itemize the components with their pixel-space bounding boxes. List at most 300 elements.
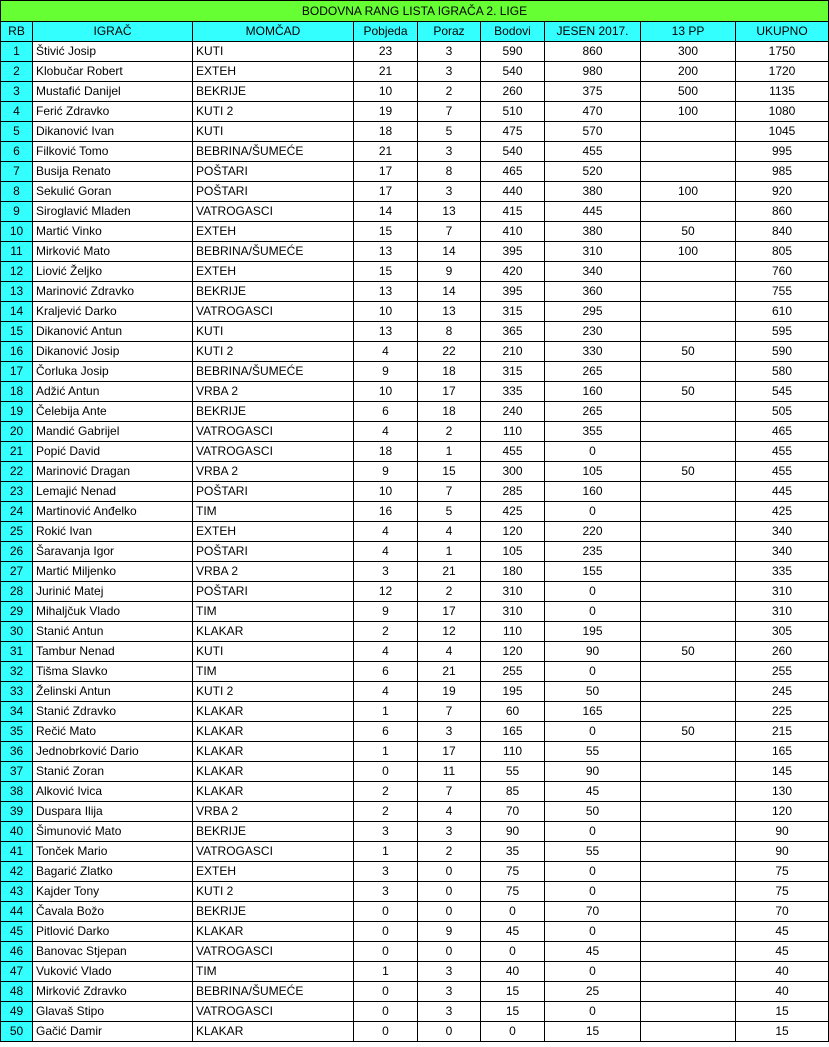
points-cell: 260 bbox=[481, 82, 545, 102]
rb-cell: 38 bbox=[1, 782, 33, 802]
rb-cell: 21 bbox=[1, 442, 33, 462]
team-cell: TIM bbox=[193, 602, 354, 622]
points-cell: 540 bbox=[481, 62, 545, 82]
points-cell: 0 bbox=[481, 942, 545, 962]
wins-cell: 12 bbox=[354, 582, 418, 602]
total-cell: 245 bbox=[736, 682, 829, 702]
rb-cell: 23 bbox=[1, 482, 33, 502]
team-cell: BEKRIJE bbox=[193, 902, 354, 922]
autumn-2017-cell: 380 bbox=[545, 182, 641, 202]
autumn-2017-cell: 375 bbox=[545, 82, 641, 102]
table-row bbox=[1, 202, 829, 222]
team-cell: KUTI 2 bbox=[193, 342, 354, 362]
points-cell: 120 bbox=[481, 522, 545, 542]
autumn-2017-cell: 455 bbox=[545, 142, 641, 162]
wins-cell: 2 bbox=[354, 802, 418, 822]
table-row bbox=[1, 442, 829, 462]
rb-cell: 9 bbox=[1, 202, 33, 222]
table-row bbox=[1, 382, 829, 402]
autumn-2017-cell: 520 bbox=[545, 162, 641, 182]
losses-cell: 9 bbox=[418, 262, 481, 282]
autumn-2017-cell: 445 bbox=[545, 202, 641, 222]
wins-cell: 1 bbox=[354, 702, 418, 722]
team-cell: BEKRIJE bbox=[193, 402, 354, 422]
team-cell: KUTI 2 bbox=[193, 102, 354, 122]
losses-cell: 8 bbox=[418, 322, 481, 342]
wins-cell: 9 bbox=[354, 602, 418, 622]
team-cell: EXTEH bbox=[193, 222, 354, 242]
autumn-2017-cell: 0 bbox=[545, 1002, 641, 1022]
table-row bbox=[1, 502, 829, 522]
table-row bbox=[1, 142, 829, 162]
player-name-cell: Filković Tomo bbox=[33, 142, 193, 162]
losses-cell: 3 bbox=[418, 42, 481, 62]
points-cell: 590 bbox=[481, 42, 545, 62]
losses-cell: 3 bbox=[418, 142, 481, 162]
wins-cell: 13 bbox=[354, 242, 418, 262]
total-cell: 305 bbox=[736, 622, 829, 642]
header-rb: RB bbox=[1, 22, 33, 42]
points-cell: 0 bbox=[481, 1022, 545, 1042]
wins-cell: 10 bbox=[354, 482, 418, 502]
table-row bbox=[1, 1002, 829, 1022]
autumn-2017-cell: 50 bbox=[545, 682, 641, 702]
autumn-2017-cell: 230 bbox=[545, 322, 641, 342]
losses-cell: 3 bbox=[418, 182, 481, 202]
table-row bbox=[1, 742, 829, 762]
losses-cell: 2 bbox=[418, 582, 481, 602]
points-cell: 475 bbox=[481, 122, 545, 142]
autumn-2017-cell: 0 bbox=[545, 442, 641, 462]
player-name-cell: Tišma Slavko bbox=[33, 662, 193, 682]
total-cell: 920 bbox=[736, 182, 829, 202]
autumn-2017-cell: 15 bbox=[545, 1022, 641, 1042]
13pp-cell: 100 bbox=[641, 242, 736, 262]
total-cell: 130 bbox=[736, 782, 829, 802]
points-cell: 210 bbox=[481, 342, 545, 362]
points-cell: 395 bbox=[481, 282, 545, 302]
losses-cell: 2 bbox=[418, 82, 481, 102]
points-cell: 15 bbox=[481, 982, 545, 1002]
autumn-2017-cell: 265 bbox=[545, 402, 641, 422]
player-name-cell: Stanić Antun bbox=[33, 622, 193, 642]
player-name-cell: Martić Vinko bbox=[33, 222, 193, 242]
13pp-cell bbox=[641, 1002, 736, 1022]
points-cell: 110 bbox=[481, 622, 545, 642]
header-ukupno: UKUPNO bbox=[736, 22, 829, 42]
rb-cell: 7 bbox=[1, 162, 33, 182]
autumn-2017-cell: 195 bbox=[545, 622, 641, 642]
player-name-cell: Kajder Tony bbox=[33, 882, 193, 902]
player-name-cell: Šaravanja Igor bbox=[33, 542, 193, 562]
player-name-cell: Martinović Anđelko bbox=[33, 502, 193, 522]
rb-cell: 26 bbox=[1, 542, 33, 562]
total-cell: 70 bbox=[736, 902, 829, 922]
team-cell: VRBA 2 bbox=[193, 462, 354, 482]
table-row bbox=[1, 822, 829, 842]
total-cell: 1750 bbox=[736, 42, 829, 62]
autumn-2017-cell: 45 bbox=[545, 782, 641, 802]
rb-cell: 37 bbox=[1, 762, 33, 782]
points-cell: 45 bbox=[481, 922, 545, 942]
autumn-2017-cell: 160 bbox=[545, 482, 641, 502]
losses-cell: 0 bbox=[418, 902, 481, 922]
13pp-cell bbox=[641, 262, 736, 282]
points-cell: 35 bbox=[481, 842, 545, 862]
points-cell: 85 bbox=[481, 782, 545, 802]
13pp-cell bbox=[641, 302, 736, 322]
player-name-cell: Adžić Antun bbox=[33, 382, 193, 402]
autumn-2017-cell: 25 bbox=[545, 982, 641, 1002]
rb-cell: 11 bbox=[1, 242, 33, 262]
team-cell: EXTEH bbox=[193, 262, 354, 282]
team-cell: VATROGASCI bbox=[193, 302, 354, 322]
losses-cell: 7 bbox=[418, 702, 481, 722]
wins-cell: 4 bbox=[354, 682, 418, 702]
table-row bbox=[1, 842, 829, 862]
rb-cell: 14 bbox=[1, 302, 33, 322]
total-cell: 445 bbox=[736, 482, 829, 502]
13pp-cell bbox=[641, 282, 736, 302]
rb-cell: 18 bbox=[1, 382, 33, 402]
total-cell: 985 bbox=[736, 162, 829, 182]
points-cell: 165 bbox=[481, 722, 545, 742]
wins-cell: 0 bbox=[354, 902, 418, 922]
points-cell: 255 bbox=[481, 662, 545, 682]
losses-cell: 7 bbox=[418, 782, 481, 802]
points-cell: 110 bbox=[481, 742, 545, 762]
autumn-2017-cell: 160 bbox=[545, 382, 641, 402]
losses-cell: 3 bbox=[418, 962, 481, 982]
total-cell: 1045 bbox=[736, 122, 829, 142]
total-cell: 75 bbox=[736, 882, 829, 902]
points-cell: 420 bbox=[481, 262, 545, 282]
13pp-cell bbox=[641, 802, 736, 822]
total-cell: 15 bbox=[736, 1002, 829, 1022]
player-name-cell: Čavala Božo bbox=[33, 902, 193, 922]
rb-cell: 31 bbox=[1, 642, 33, 662]
losses-cell: 0 bbox=[418, 1022, 481, 1042]
rb-cell: 12 bbox=[1, 262, 33, 282]
13pp-cell: 50 bbox=[641, 462, 736, 482]
points-cell: 395 bbox=[481, 242, 545, 262]
13pp-cell bbox=[641, 882, 736, 902]
13pp-cell bbox=[641, 542, 736, 562]
points-cell: 540 bbox=[481, 142, 545, 162]
table-row bbox=[1, 642, 829, 662]
player-name-cell: Rečić Mato bbox=[33, 722, 193, 742]
table-row bbox=[1, 42, 829, 62]
points-cell: 510 bbox=[481, 102, 545, 122]
points-cell: 195 bbox=[481, 682, 545, 702]
team-cell: KUTI 2 bbox=[193, 682, 354, 702]
autumn-2017-cell: 90 bbox=[545, 642, 641, 662]
header-13pp: 13 PP bbox=[641, 22, 736, 42]
autumn-2017-cell: 0 bbox=[545, 882, 641, 902]
13pp-cell bbox=[641, 562, 736, 582]
points-cell: 285 bbox=[481, 482, 545, 502]
table-row bbox=[1, 402, 829, 422]
wins-cell: 13 bbox=[354, 282, 418, 302]
table-row bbox=[1, 1022, 829, 1042]
losses-cell: 7 bbox=[418, 482, 481, 502]
13pp-cell bbox=[641, 322, 736, 342]
losses-cell: 3 bbox=[418, 982, 481, 1002]
13pp-cell bbox=[641, 142, 736, 162]
player-name-cell: Čorluka Josip bbox=[33, 362, 193, 382]
rb-cell: 29 bbox=[1, 602, 33, 622]
13pp-cell bbox=[641, 442, 736, 462]
table-row bbox=[1, 662, 829, 682]
points-cell: 180 bbox=[481, 562, 545, 582]
losses-cell: 22 bbox=[418, 342, 481, 362]
team-cell: VATROGASCI bbox=[193, 422, 354, 442]
losses-cell: 5 bbox=[418, 502, 481, 522]
losses-cell: 13 bbox=[418, 302, 481, 322]
wins-cell: 16 bbox=[354, 502, 418, 522]
losses-cell: 0 bbox=[418, 882, 481, 902]
losses-cell: 13 bbox=[418, 202, 481, 222]
total-cell: 595 bbox=[736, 322, 829, 342]
autumn-2017-cell: 105 bbox=[545, 462, 641, 482]
table-row bbox=[1, 62, 829, 82]
losses-cell: 14 bbox=[418, 282, 481, 302]
table-row bbox=[1, 522, 829, 542]
rb-cell: 27 bbox=[1, 562, 33, 582]
header-bodovi: Bodovi bbox=[481, 22, 545, 42]
rb-cell: 13 bbox=[1, 282, 33, 302]
losses-cell: 18 bbox=[418, 362, 481, 382]
total-cell: 505 bbox=[736, 402, 829, 422]
rb-cell: 42 bbox=[1, 862, 33, 882]
wins-cell: 1 bbox=[354, 742, 418, 762]
table-title: BODOVNA RANG LISTA IGRAČA 2. LIGE bbox=[1, 1, 829, 22]
table-row bbox=[1, 962, 829, 982]
losses-cell: 2 bbox=[418, 422, 481, 442]
autumn-2017-cell: 0 bbox=[545, 602, 641, 622]
header-pobjeda: Pobjeda bbox=[354, 22, 418, 42]
team-cell: EXTEH bbox=[193, 62, 354, 82]
autumn-2017-cell: 265 bbox=[545, 362, 641, 382]
rb-cell: 45 bbox=[1, 922, 33, 942]
total-cell: 455 bbox=[736, 462, 829, 482]
13pp-cell bbox=[641, 422, 736, 442]
rb-cell: 30 bbox=[1, 622, 33, 642]
wins-cell: 13 bbox=[354, 322, 418, 342]
autumn-2017-cell: 0 bbox=[545, 662, 641, 682]
13pp-cell bbox=[641, 522, 736, 542]
losses-cell: 1 bbox=[418, 442, 481, 462]
wins-cell: 15 bbox=[354, 262, 418, 282]
autumn-2017-cell: 0 bbox=[545, 722, 641, 742]
losses-cell: 0 bbox=[418, 862, 481, 882]
player-name-cell: Stanić Zoran bbox=[33, 762, 193, 782]
total-cell: 40 bbox=[736, 962, 829, 982]
losses-cell: 19 bbox=[418, 682, 481, 702]
team-cell: VRBA 2 bbox=[193, 802, 354, 822]
team-cell: EXTEH bbox=[193, 522, 354, 542]
table-row bbox=[1, 102, 829, 122]
team-cell: KUTI bbox=[193, 322, 354, 342]
player-name-cell: Sekulić Goran bbox=[33, 182, 193, 202]
total-cell: 90 bbox=[736, 822, 829, 842]
total-cell: 755 bbox=[736, 282, 829, 302]
rb-cell: 25 bbox=[1, 522, 33, 542]
table-row bbox=[1, 422, 829, 442]
13pp-cell bbox=[641, 702, 736, 722]
autumn-2017-cell: 0 bbox=[545, 962, 641, 982]
team-cell: KLAKAR bbox=[193, 1022, 354, 1042]
player-name-cell: Mirković Mato bbox=[33, 242, 193, 262]
header-igrac: IGRAČ bbox=[33, 22, 193, 42]
losses-cell: 5 bbox=[418, 122, 481, 142]
table-row bbox=[1, 882, 829, 902]
rb-cell: 48 bbox=[1, 982, 33, 1002]
losses-cell: 17 bbox=[418, 742, 481, 762]
player-name-cell: Liović Željko bbox=[33, 262, 193, 282]
losses-cell: 9 bbox=[418, 922, 481, 942]
wins-cell: 3 bbox=[354, 562, 418, 582]
total-cell: 310 bbox=[736, 582, 829, 602]
wins-cell: 6 bbox=[354, 722, 418, 742]
points-cell: 365 bbox=[481, 322, 545, 342]
total-cell: 1135 bbox=[736, 82, 829, 102]
table-row bbox=[1, 562, 829, 582]
wins-cell: 17 bbox=[354, 182, 418, 202]
wins-cell: 0 bbox=[354, 922, 418, 942]
points-cell: 335 bbox=[481, 382, 545, 402]
autumn-2017-cell: 0 bbox=[545, 922, 641, 942]
total-cell: 310 bbox=[736, 602, 829, 622]
autumn-2017-cell: 0 bbox=[545, 582, 641, 602]
team-cell: VATROGASCI bbox=[193, 1002, 354, 1022]
13pp-cell bbox=[641, 962, 736, 982]
player-name-cell: Rokić Ivan bbox=[33, 522, 193, 542]
table-row bbox=[1, 302, 829, 322]
table-row bbox=[1, 222, 829, 242]
losses-cell: 21 bbox=[418, 562, 481, 582]
player-name-cell: Jednobrković Dario bbox=[33, 742, 193, 762]
points-cell: 55 bbox=[481, 762, 545, 782]
losses-cell: 18 bbox=[418, 402, 481, 422]
player-name-cell: Mihaljčuk Vlado bbox=[33, 602, 193, 622]
wins-cell: 17 bbox=[354, 162, 418, 182]
13pp-cell bbox=[641, 622, 736, 642]
autumn-2017-cell: 220 bbox=[545, 522, 641, 542]
team-cell: BEKRIJE bbox=[193, 822, 354, 842]
team-cell: KUTI bbox=[193, 642, 354, 662]
table-row bbox=[1, 182, 829, 202]
table-row bbox=[1, 982, 829, 1002]
total-cell: 215 bbox=[736, 722, 829, 742]
autumn-2017-cell: 340 bbox=[545, 262, 641, 282]
autumn-2017-cell: 55 bbox=[545, 842, 641, 862]
losses-cell: 17 bbox=[418, 382, 481, 402]
autumn-2017-cell: 90 bbox=[545, 762, 641, 782]
13pp-cell bbox=[641, 762, 736, 782]
header-row bbox=[1, 22, 829, 42]
losses-cell: 7 bbox=[418, 222, 481, 242]
13pp-cell: 50 bbox=[641, 722, 736, 742]
table-row bbox=[1, 682, 829, 702]
wins-cell: 4 bbox=[354, 642, 418, 662]
total-cell: 225 bbox=[736, 702, 829, 722]
13pp-cell bbox=[641, 402, 736, 422]
rb-cell: 33 bbox=[1, 682, 33, 702]
points-cell: 315 bbox=[481, 362, 545, 382]
13pp-cell: 50 bbox=[641, 342, 736, 362]
total-cell: 260 bbox=[736, 642, 829, 662]
team-cell: KLAKAR bbox=[193, 702, 354, 722]
rb-cell: 32 bbox=[1, 662, 33, 682]
13pp-cell bbox=[641, 202, 736, 222]
wins-cell: 15 bbox=[354, 222, 418, 242]
wins-cell: 21 bbox=[354, 142, 418, 162]
losses-cell: 3 bbox=[418, 1002, 481, 1022]
autumn-2017-cell: 235 bbox=[545, 542, 641, 562]
wins-cell: 10 bbox=[354, 82, 418, 102]
total-cell: 465 bbox=[736, 422, 829, 442]
13pp-cell: 100 bbox=[641, 182, 736, 202]
losses-cell: 3 bbox=[418, 722, 481, 742]
team-cell: KLAKAR bbox=[193, 622, 354, 642]
rb-cell: 20 bbox=[1, 422, 33, 442]
team-cell: BEKRIJE bbox=[193, 282, 354, 302]
player-name-cell: Marinović Dragan bbox=[33, 462, 193, 482]
points-cell: 310 bbox=[481, 582, 545, 602]
points-cell: 410 bbox=[481, 222, 545, 242]
wins-cell: 18 bbox=[354, 442, 418, 462]
wins-cell: 1 bbox=[354, 842, 418, 862]
player-name-cell: Ferić Zdravko bbox=[33, 102, 193, 122]
rb-cell: 36 bbox=[1, 742, 33, 762]
rb-cell: 1 bbox=[1, 42, 33, 62]
team-cell: KLAKAR bbox=[193, 762, 354, 782]
13pp-cell: 50 bbox=[641, 222, 736, 242]
losses-cell: 0 bbox=[418, 942, 481, 962]
table-row bbox=[1, 582, 829, 602]
player-name-cell: Štivić Josip bbox=[33, 42, 193, 62]
table-row bbox=[1, 762, 829, 782]
13pp-cell bbox=[641, 122, 736, 142]
wins-cell: 19 bbox=[354, 102, 418, 122]
total-cell: 120 bbox=[736, 802, 829, 822]
points-cell: 70 bbox=[481, 802, 545, 822]
13pp-cell: 50 bbox=[641, 382, 736, 402]
total-cell: 165 bbox=[736, 742, 829, 762]
rb-cell: 2 bbox=[1, 62, 33, 82]
total-cell: 255 bbox=[736, 662, 829, 682]
13pp-cell bbox=[641, 602, 736, 622]
team-cell: KLAKAR bbox=[193, 722, 354, 742]
autumn-2017-cell: 310 bbox=[545, 242, 641, 262]
title-row bbox=[1, 1, 829, 22]
team-cell: TIM bbox=[193, 502, 354, 522]
13pp-cell bbox=[641, 582, 736, 602]
table-row bbox=[1, 342, 829, 362]
total-cell: 15 bbox=[736, 1022, 829, 1042]
team-cell: POŠTARI bbox=[193, 582, 354, 602]
total-cell: 455 bbox=[736, 442, 829, 462]
wins-cell: 4 bbox=[354, 422, 418, 442]
player-name-cell: Vuković Vlado bbox=[33, 962, 193, 982]
13pp-cell: 200 bbox=[641, 62, 736, 82]
13pp-cell bbox=[641, 982, 736, 1002]
points-cell: 90 bbox=[481, 822, 545, 842]
team-cell: KUTI bbox=[193, 42, 354, 62]
points-cell: 120 bbox=[481, 642, 545, 662]
wins-cell: 0 bbox=[354, 982, 418, 1002]
